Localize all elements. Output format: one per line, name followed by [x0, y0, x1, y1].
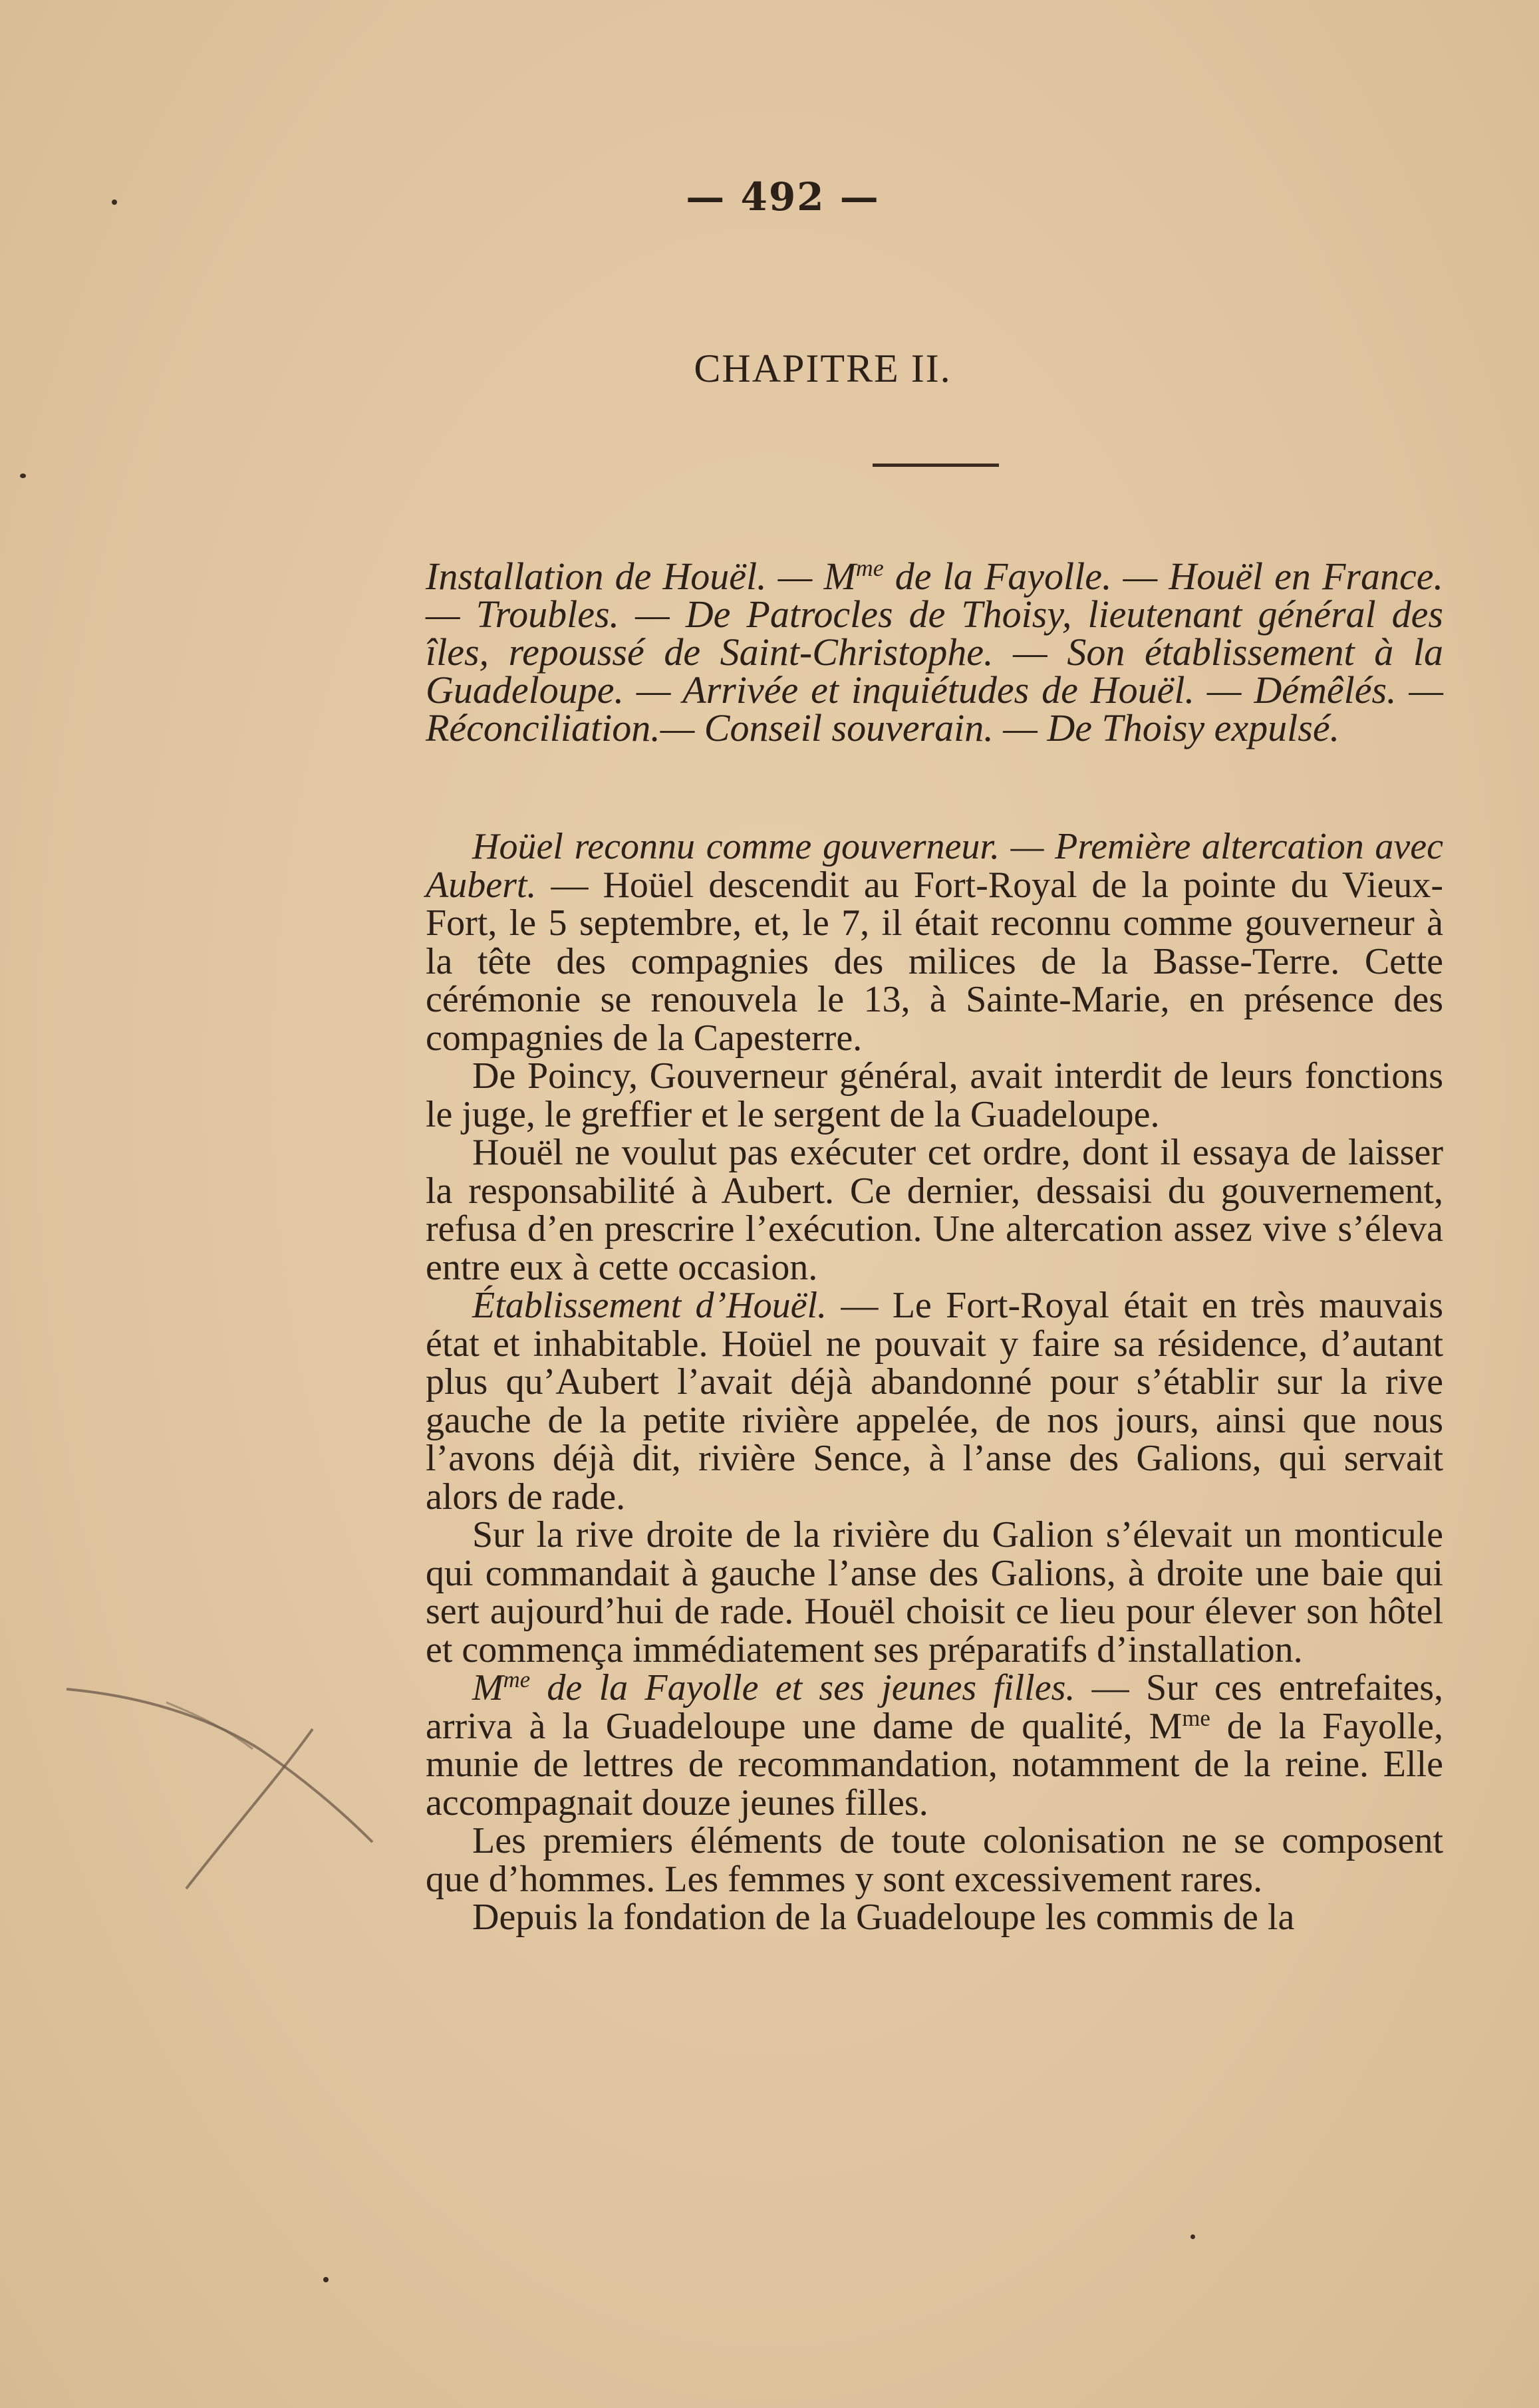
- paragraph: [426, 828, 1443, 1057]
- paragraph: [426, 1899, 1443, 1937]
- chapter-summary: [426, 557, 1443, 747]
- summary-superscript: me: [855, 555, 884, 582]
- paragraph: [426, 1134, 1443, 1287]
- paper-speck: [112, 200, 117, 205]
- paragraph-text: Les premiers éléments de toute colonisation ne se composent que d’hommes. Les femmes y sont excessivement rares.: [426, 1820, 1443, 1900]
- summary-text-rest: de la Fayolle. — Houël en France. — Troubles. — De Patrocles de Thoisy, lieutenant général des îles, repoussé de Saint-Christophe. — Son établissement à la Guadeloupe. — Arrivée et inquiétudes de Houël. — Démêlés. — Réconciliation.— Conseil souverain. — De Thoisy expulsé.: [426, 555, 1443, 749]
- paragraph-heading: Établissement d’Houël.: [472, 1285, 827, 1326]
- paragraph-text: Depuis la fondation de la Guadeloupe les commis de la: [472, 1897, 1295, 1938]
- paragraph-text: Houël ne voulut pas exécuter cet ordre, dont il essaya de laisser la responsabilité à Aubert. Ce dernier, dessaisi du gouvernement, refusa d’en prescrire l’exécution. Une altercation assez vive s’éleva entre eux à cette occasion.: [426, 1132, 1443, 1288]
- paragraph-superscript: me: [1182, 1704, 1210, 1731]
- paragraph-heading: Hoüel reconnu comme gouverneur. — Première altercation avec Aubert.: [426, 826, 1443, 906]
- paragraph: [426, 1822, 1443, 1899]
- paper-speck: [323, 2277, 329, 2282]
- heading-superscript: me: [503, 1666, 531, 1692]
- paragraph: [426, 1666, 1444, 1823]
- paragraph: [426, 1287, 1443, 1516]
- paper-speck: [20, 473, 26, 478]
- summary-text: Installation de Houël. — M: [426, 555, 856, 598]
- paper-speck: [1190, 2234, 1195, 2239]
- heading-text: M: [472, 1667, 503, 1708]
- page-number: — 492 —: [686, 174, 880, 219]
- paragraph: [426, 1057, 1443, 1134]
- chapter-title: CHAPITRE II.: [694, 346, 952, 390]
- paragraph-text: — Sur ces entrefaites, arriva à la Guadeloupe une dame de qualité, M: [426, 1667, 1444, 1747]
- title-rule: [873, 464, 999, 467]
- paragraph-text: Sur la rive droite de la rivière du Galion s’élevait un monticule qui commandait à gauche l’anse des Galions, à droite une baie qui sert aujourd’hui de rade. Houël choisit ce lieu pour élever son hôtel et commença immédiatement ses préparatifs d’installation.: [426, 1514, 1443, 1671]
- paragraph-text: De Poincy, Gouverneur général, avait interdit de leurs fonctions le juge, le greffier et le sergent de la Guadeloupe.: [426, 1055, 1443, 1135]
- paragraph-text-rest: de la Fayolle, munie de lettres de recommandation, notamment de la reine. Elle accompagnait douze jeunes filles.: [426, 1705, 1444, 1823]
- paragraph-text: — Hoüel descendit au Fort-Royal de la pointe du Vieux-Fort, le 5 septembre, et, le 7, il était reconnu comme gouverneur à la tête des compagnies des milices de la Basse-Terre. Cette cérémonie se renouvela le 13, à Sainte-Marie, en présence des compagnies de la Capesterre.: [426, 864, 1443, 1059]
- paragraph: [426, 1516, 1443, 1669]
- heading-text-rest: de la Fayolle et ses jeunes filles.: [530, 1667, 1075, 1708]
- body-text: [426, 828, 1443, 1937]
- paragraph-heading: [472, 1667, 1075, 1708]
- pencil-cross-mark-icon: [60, 1676, 379, 1902]
- paragraph-text: — Le Fort-Royal était en très mauvais état et inhabitable. Hoüel ne pouvait y faire sa résidence, d’autant plus qu’Aubert l’avait déjà abandonné pour s’établir sur la rive gauche de la petite rivière appelée, de nos jours, ainsi que nous l’avons déjà dit, rivière Sence, à l’anse des Galions, qui servait alors de rade.: [426, 1285, 1443, 1518]
